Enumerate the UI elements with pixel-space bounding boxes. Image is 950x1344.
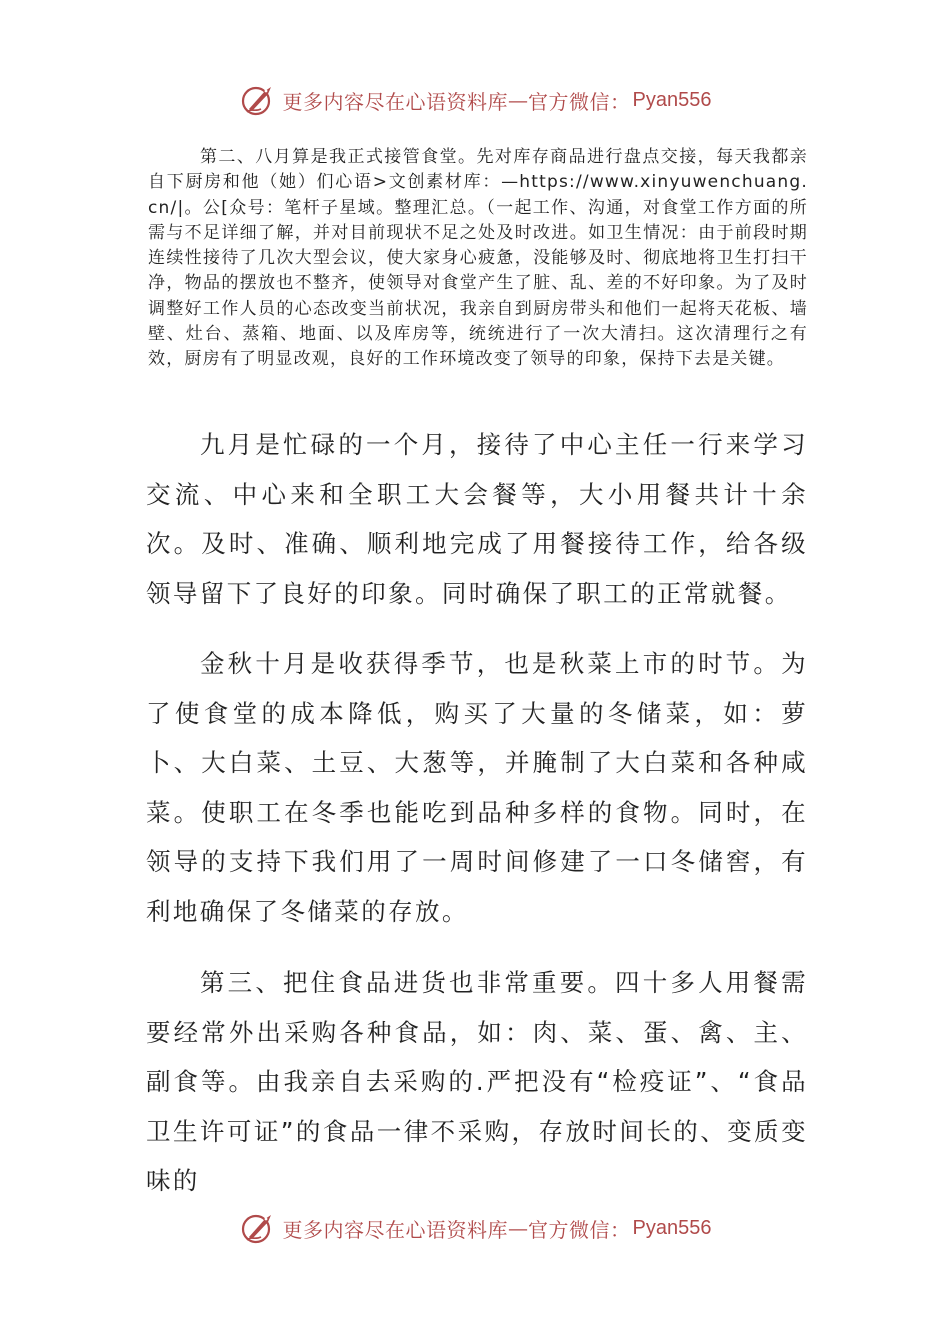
paragraph-august: 第二、八月算是我正式接管食堂。先对库存商品进行盘点交接，每天我都亲自下厨房和他（她）们心语>文创素材库：—https://www.xinyuwenchuang.cn/|。公[众号：笔杆子星域。整理汇总。（一起工作、沟通，对食堂工作方面的所需与不足详细了解，并对目前现状不足之处及时改进。如卫生情况：由于前段时期连续性接待了几次大型会议，使大家身心疲惫，没能够及时、彻底地将卫生打扫干净，物品的摆放也不整齐，使领导对食堂产生了脏、乱、差的不好印象。为了及时调整好工作人员的心态改变当前状况，我亲自到厨房带头和他们一起将天花板、墙壁、灶台、蒸箱、地面、以及库房等，统统进行了一次大清扫。这次清理行之有效，厨房有了明显改观，良好的工作环境改变了领导的印象，保持下去是关键。 xyxy=(148,147,808,370)
paragraph-september: 九月是忙碌的一个月，接待了中心主任一行来学习交流、中心来和全职工大会餐等，大小用餐共计十余次。及时、准确、顺利地完成了用餐接待工作，给各级领导留下了良好的印象。同时确保了职工的正常就餐。 xyxy=(146,430,808,608)
pen-nib-logo-icon xyxy=(239,82,279,118)
banner-separator: — xyxy=(508,88,529,112)
banner-separator: — xyxy=(508,1216,529,1240)
pen-nib-logo-icon xyxy=(239,1210,279,1246)
banner-slogan: 更多内容尽在心语资料库 xyxy=(282,89,509,114)
header-banner xyxy=(0,80,950,120)
paragraph-food-purchasing: 第三、把住食品进货也非常重要。四十多人用餐需要经常外出采购各种食品，如：肉、菜、蛋、禽、主、副食等。由我亲自去采购的.严把没有“检疫证”、“食品卫生许可证”的食品一律不采购，存放时间长的、变质变味的 xyxy=(146,968,808,1196)
banner-handle: Pyan556 xyxy=(632,1216,712,1239)
banner-label: 官方微信： xyxy=(528,89,631,114)
banner-handle: Pyan556 xyxy=(632,88,712,111)
paragraph-october: 金秋十月是收获得季节，也是秋菜上市的时节。为了使食堂的成本降低，购买了大量的冬储菜，如：萝卜、大白菜、土豆、大葱等，并腌制了大白菜和各种咸菜。使职工在冬季也能吃到品种多样的食物。同时，在领导的支持下我们用了一周时间修建了一口冬储窖，有利地确保了冬储菜的存放。 xyxy=(146,649,808,926)
banner-label: 官方微信： xyxy=(528,1217,631,1242)
footer-banner xyxy=(0,1208,950,1248)
banner-slogan: 更多内容尽在心语资料库 xyxy=(282,1217,509,1242)
